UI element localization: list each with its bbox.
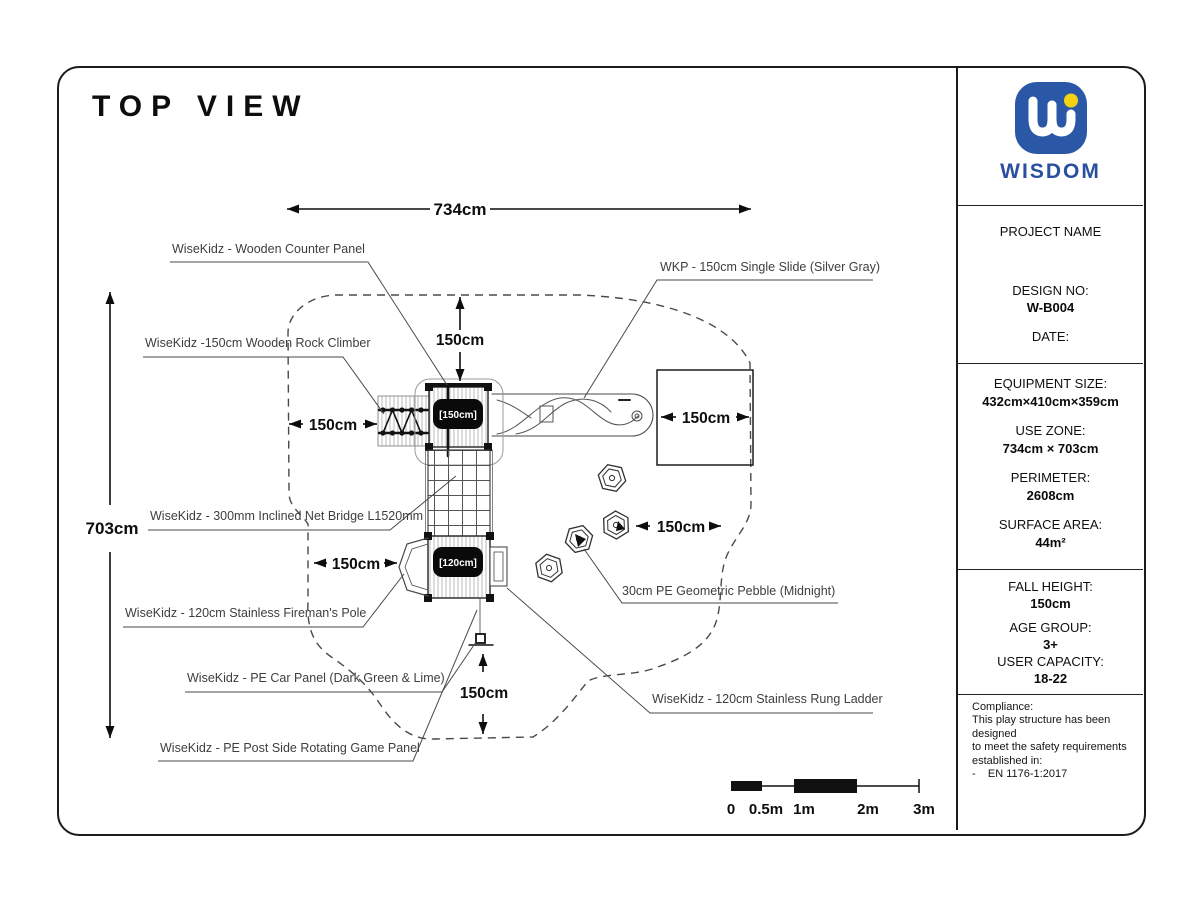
perimeter-value: 2608cm xyxy=(1026,488,1075,503)
part-labels xyxy=(125,242,883,755)
label-rock-climber: WiseKidz -150cm Wooden Rock Climber xyxy=(145,336,371,350)
scale-label-1m: 1m xyxy=(793,801,815,818)
compliance-line: - EN 1176-1:2017 xyxy=(972,768,1068,781)
perimeter-label: PERIMETER: xyxy=(1010,470,1091,485)
design-no-label: DESIGN NO: xyxy=(1012,283,1089,298)
compliance-line: established in: xyxy=(972,754,1043,767)
equipment-size-value: 432cm×410cm×359cm xyxy=(982,394,1119,409)
compliance-line: This play structure has been designed xyxy=(972,714,1111,740)
age-group-label: AGE GROUP: xyxy=(1009,620,1092,635)
label-geometric-pebble: 30cm PE Geometric Pebble (Midnight) xyxy=(622,584,836,598)
scale-label-0: 0 xyxy=(726,801,736,818)
surface-area-label: SURFACE AREA: xyxy=(998,517,1103,532)
label-rotating-game-panel: WiseKidz - PE Post Side Rotating Game Panel xyxy=(160,741,420,755)
compliance-line: to meet the safety requirements xyxy=(972,741,1127,754)
user-capacity-value: 18-22 xyxy=(1033,671,1068,686)
user-capacity-label: USER CAPACITY: xyxy=(997,654,1104,669)
title-block xyxy=(956,68,1143,830)
project-section xyxy=(958,206,1143,364)
dim-pebble-clearance: 150cm xyxy=(656,519,706,536)
upper-platform-label: [150cm] xyxy=(439,410,477,421)
dim-bottom-clearance: 150cm xyxy=(459,685,509,702)
lower-platform-label: [120cm] xyxy=(439,558,477,569)
label-single-slide: WKP - 150cm Single Slide (Silver Gray) xyxy=(660,260,880,274)
fall-height-value: 150cm xyxy=(1030,596,1071,611)
pebbles xyxy=(532,463,634,584)
label-counter-panel: WiseKidz - Wooden Counter Panel xyxy=(172,242,365,256)
page-title: TOP VIEW xyxy=(92,90,310,123)
pebble-icon xyxy=(532,552,567,584)
project-name-label: PROJECT NAME xyxy=(999,224,1102,239)
dim-total-width: 734cm xyxy=(433,200,487,219)
label-car-panel: WiseKidz - PE Car Panel (Dark Green & Lime) xyxy=(187,671,445,685)
dim-left-clearance: 150cm xyxy=(308,417,358,434)
label-firemans-pole: WiseKidz - 120cm Stainless Fireman's Pole xyxy=(125,606,367,620)
top-view-drawing xyxy=(57,66,956,834)
scale-label-2m: 2m xyxy=(857,801,879,818)
scale-label-05m: 0.5m xyxy=(748,801,784,818)
wisdom-logo-icon xyxy=(1013,80,1089,156)
use-zone-value: 734cm × 703cm xyxy=(1002,441,1099,456)
label-net-bridge: WiseKidz - 300mm Inclined Net Bridge L1520mm xyxy=(150,509,424,523)
equipment-size-label: EQUIPMENT SIZE: xyxy=(993,376,1108,391)
pebble-icon xyxy=(598,508,634,543)
safety-section xyxy=(958,570,1143,695)
lower-platform-shape xyxy=(424,532,494,602)
logo-section xyxy=(958,68,1143,206)
dim-top-clearance: 150cm xyxy=(435,332,485,349)
rock-climber-shape xyxy=(378,396,429,446)
label-rung-ladder: WiseKidz - 120cm Stainless Rung Ladder xyxy=(652,692,883,706)
surface-area-value: 44m² xyxy=(1035,535,1066,550)
fall-height-label: FALL HEIGHT: xyxy=(1008,579,1093,594)
dim-total-height: 703cm xyxy=(85,519,139,538)
age-group-value: 3+ xyxy=(1043,637,1058,652)
brand-name: WISDOM xyxy=(1000,160,1101,183)
compliance-section xyxy=(958,695,1143,830)
firemans-pole-shape xyxy=(399,538,428,596)
scale-bar xyxy=(727,779,935,818)
size-section xyxy=(958,364,1143,570)
pebble-icon xyxy=(596,463,628,492)
single-slide-shape xyxy=(492,394,653,436)
design-no-value: W-B004 xyxy=(1026,300,1075,315)
scale-label-3m: 3m xyxy=(913,801,935,818)
use-zone-label: USE ZONE: xyxy=(1015,423,1086,438)
dim-slide-exit: 150cm xyxy=(681,410,731,427)
date-label: DATE: xyxy=(1031,329,1070,344)
rung-ladder-shape xyxy=(490,547,507,586)
compliance-heading: Compliance: xyxy=(972,701,1034,713)
dim-lower-left-clearance: 150cm xyxy=(331,556,381,573)
